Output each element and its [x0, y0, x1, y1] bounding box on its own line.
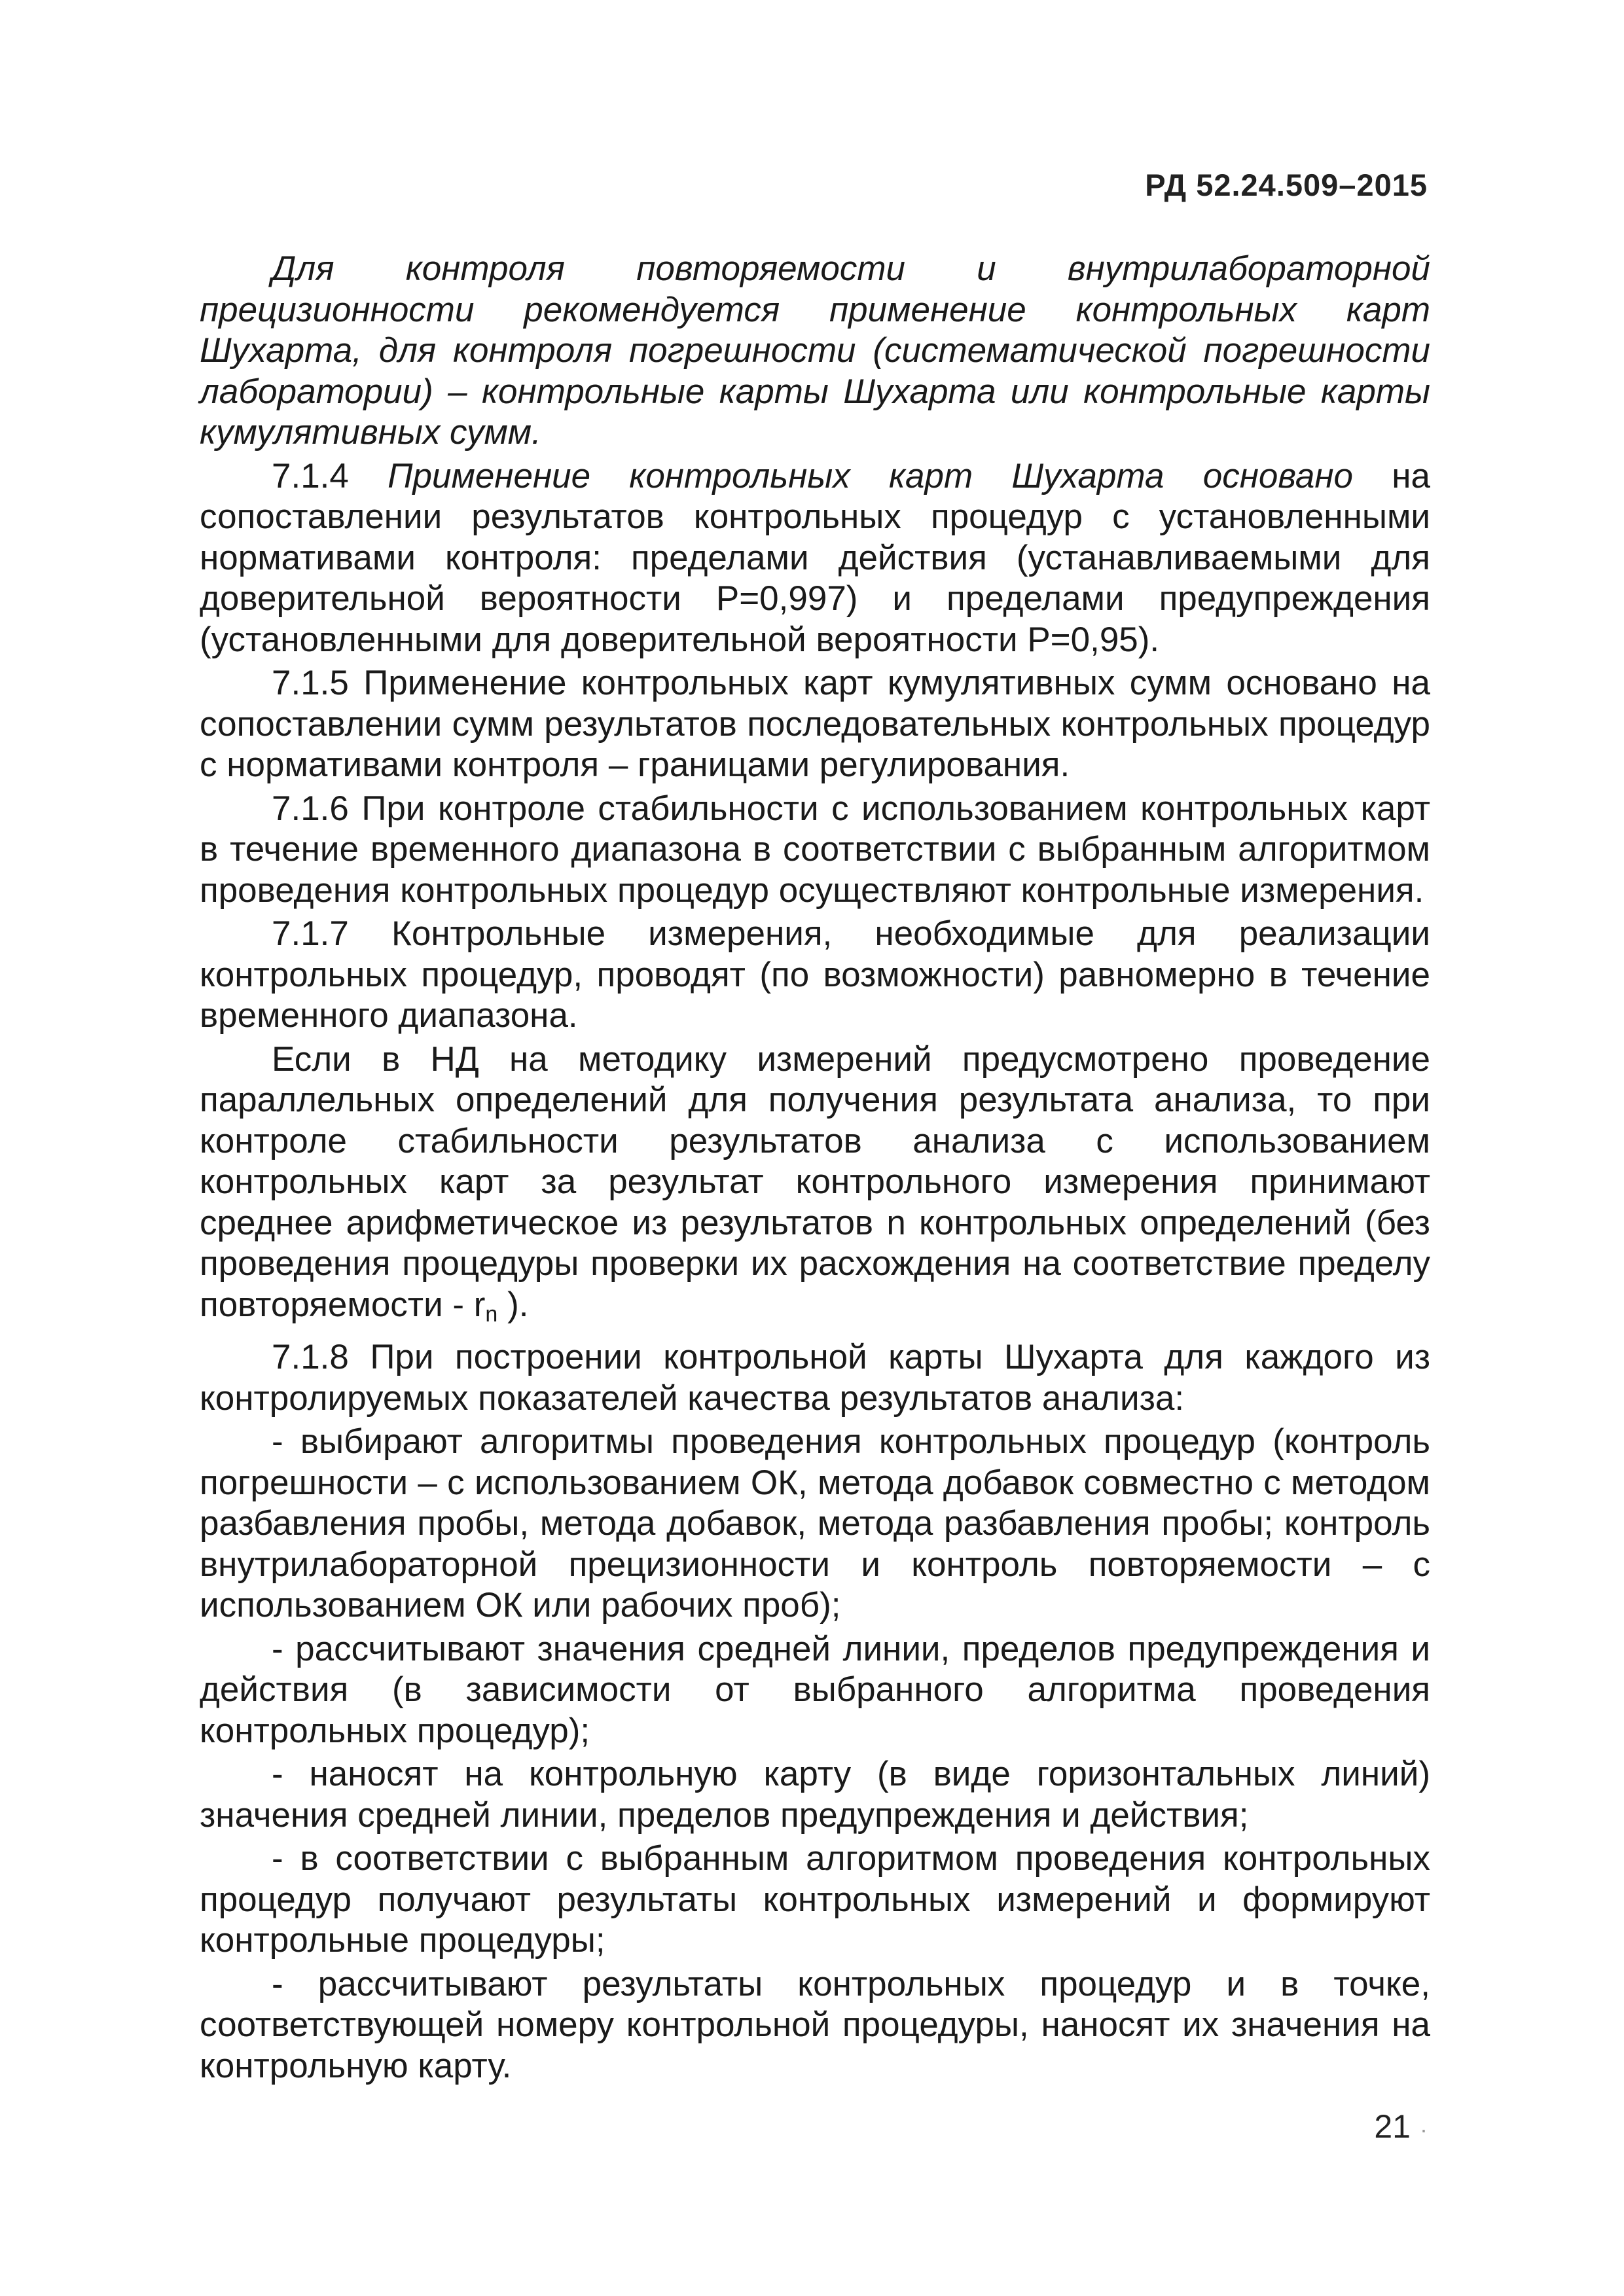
paragraph-text: Контрольные измерения, необходимые для реализации контрольных процедур, проводят (по возможности) равномерно в течение временного диапазона.	[200, 914, 1430, 1035]
section-number: 7.1.4	[272, 456, 349, 495]
paragraph-text: Для контроля повторяемости и внутрилабораторной прецизионности рекомендуется применение контрольных карт Шухарта, для контроля погрешности (систематической погрешности лаборатории) – контрольные карты Шухарта или контрольные карты кумулятивных сумм.	[200, 249, 1430, 452]
paragraph-7-1-5	[200, 663, 1430, 786]
list-item-2	[200, 1629, 1430, 1752]
list-item-text: - выбирают алгоритмы проведения контрольных процедур (контроль погрешности – с использованием ОК, метода добавок совместно с методом разбавления пробы, метода добавок, метода разбавления пробы; контроль внутрилабораторной прецизионности и контроль повторяемости – с использованием ОК или рабочих проб);	[200, 1422, 1430, 1624]
paragraph-text: на сопоставлении результатов контрольных процедур с установленными нормативами контроля: пределами действия (устанавливаемыми для доверительной вероятности P=0,997) и пределами предупреждения (установленными для доверительной вероятности P=0,95).	[200, 456, 1430, 659]
section-number: 7.1.6	[272, 789, 349, 828]
page-number-mark: ·	[1420, 2116, 1428, 2143]
list-item-text: - в соответствии с выбранным алгоритмом проведения контрольных процедур получают результаты контрольных измерений и формируют контрольные процедуры;	[200, 1839, 1430, 1960]
document-body	[200, 249, 1430, 2087]
document-code: РД 52.24.509–2015	[1145, 168, 1428, 202]
paragraph-7-1-4	[200, 456, 1430, 661]
paragraph-tail: ).	[497, 1285, 529, 1324]
list-item-1	[200, 1422, 1430, 1626]
list-item-text: - рассчитывают результаты контрольных процедур и в точке, соответствующей номеру контрольной процедуры, наносят их значения на контрольную карту.	[200, 1964, 1430, 2085]
paragraph-parallel	[200, 1039, 1430, 1335]
section-number: 7.1.7	[272, 914, 349, 953]
paragraph-7-1-6	[200, 789, 1430, 912]
paragraph-text: Если в НД на методику измерений предусмотрено проведение параллельных определений для получения результата анализа, то при контроле стабильности результатов анализа с использованием контрольных карт за результат контрольного измерения принимают среднее арифметическое из результатов n контрольных определений (без проведения процедуры проверки их расхождения на соответствие пределу повторяемости - r	[200, 1039, 1430, 1324]
paragraph-intro	[200, 249, 1430, 454]
list-item-text: - наносят на контрольную карту (в виде горизонтальных линий) значения средней линии, пределов предупреждения и действия;	[200, 1755, 1430, 1835]
list-item-5	[200, 1964, 1430, 2087]
paragraph-text: Применение контрольных карт кумулятивных сумм основано на сопоставлении сумм результатов последовательных контрольных процедур с нормативами контроля – границами регулирования.	[200, 664, 1430, 784]
subscript-n: n	[485, 1301, 498, 1327]
section-number: 7.1.8	[272, 1338, 349, 1376]
paragraph-7-1-8	[200, 1337, 1430, 1419]
paragraph-text: При контроле стабильности с использованием контрольных карт в течение временного диапазона в соответствии с выбранным алгоритмом проведения контрольных процедур осуществляют контрольные измерения.	[200, 789, 1430, 910]
paragraph-text: При построении контрольной карты Шухарта для каждого из контролируемых показателей качества результатов анализа:	[200, 1338, 1430, 1418]
page-number-value: 21	[1374, 2108, 1411, 2145]
list-item-text: - рассчитывают значения средней линии, пределов предупреждения и действия (в зависимости от выбранного алгоритма проведения контрольных процедур);	[200, 1629, 1430, 1750]
paragraph-7-1-7	[200, 914, 1430, 1037]
section-number: 7.1.5	[272, 664, 349, 702]
list-item-4	[200, 1839, 1430, 1962]
paragraph-lead: Применение контрольных карт Шухарта основано	[388, 456, 1353, 495]
list-item-3	[200, 1754, 1430, 1836]
page-number	[1374, 2108, 1428, 2145]
